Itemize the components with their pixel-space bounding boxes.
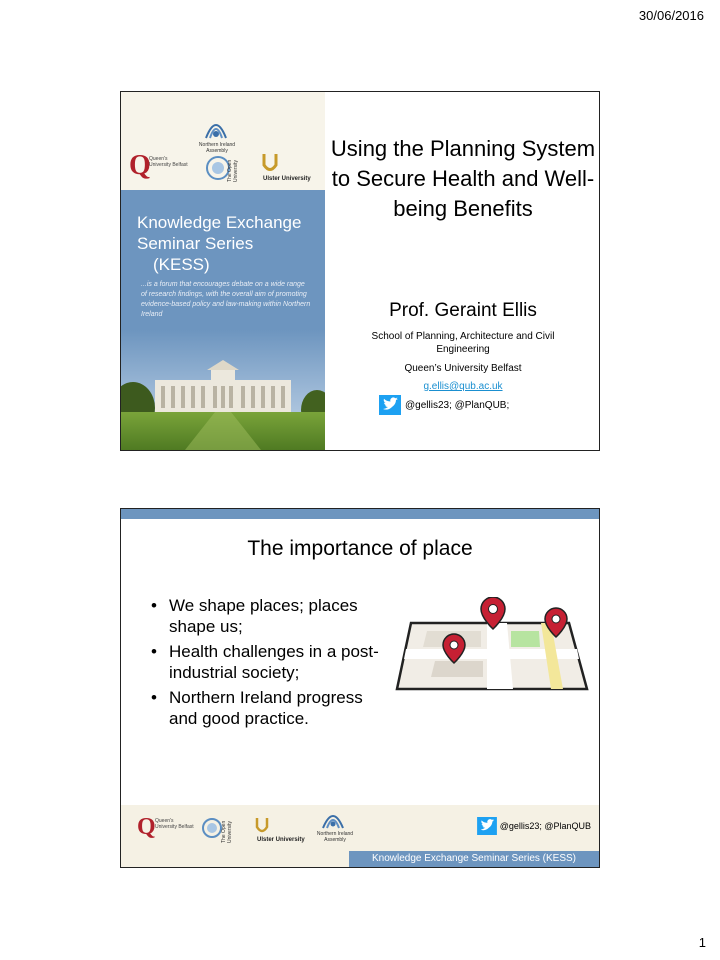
ni-assembly-label: Northern Ireland Assembly bbox=[316, 831, 354, 843]
department: School of Planning, Architecture and Civil Engineering bbox=[371, 331, 555, 355]
slide-title-text: The importance of place bbox=[247, 537, 473, 560]
qub-label: Queen's University Belfast bbox=[155, 818, 194, 830]
email-link[interactable]: g.ellis@qub.ac.uk bbox=[423, 381, 503, 392]
kess-abbr: (KESS) bbox=[153, 255, 210, 274]
ulster-label: Ulster University bbox=[263, 176, 311, 182]
kess-line1: Knowledge Exchange bbox=[137, 213, 302, 232]
bullet-item: • Health challenges in a post-industrial society; bbox=[143, 641, 393, 683]
open-university-logo-icon bbox=[201, 817, 223, 839]
header-date: 30/06/2016 bbox=[638, 8, 704, 23]
ulster-logo-icon bbox=[255, 817, 269, 835]
bullet-item: • We shape places; places shape us; bbox=[143, 595, 393, 637]
page-number: 1 bbox=[698, 935, 706, 950]
twitter-bird-icon bbox=[477, 817, 497, 835]
twitter-handles bbox=[379, 395, 509, 415]
kess-series-title bbox=[137, 212, 317, 275]
open-university-label: The Open University bbox=[227, 159, 239, 182]
qub-logo: Q bbox=[129, 150, 151, 181]
author-name: Prof. Geraint Ellis bbox=[389, 300, 537, 321]
open-university-label: The Open University bbox=[221, 820, 233, 843]
kess-footer-band: Knowledge Exchange Seminar Series (KESS) bbox=[349, 851, 599, 867]
bullet-item: • Northern Ireland progress and good practice. bbox=[143, 687, 393, 729]
ni-assembly-label: Northern Ireland Assembly bbox=[198, 142, 236, 154]
kess-description: ...is a forum that encourages debate on a wide range of research findings, with the overall aim of promoting evidence-based policy and law-making within Northern Ireland bbox=[141, 281, 311, 318]
slide-title bbox=[120, 91, 600, 451]
kess-line2: Seminar Series bbox=[137, 234, 254, 253]
ni-assembly-crest-icon bbox=[203, 118, 229, 140]
ulster-logo-icon bbox=[261, 152, 279, 174]
bullet-list bbox=[143, 595, 393, 733]
qub-logo: Q bbox=[137, 814, 156, 840]
footer-twitter-text: @gellis23; @PlanQUB bbox=[499, 821, 591, 831]
university: Queen’s University Belfast bbox=[404, 363, 522, 374]
twitter-handle-text: @gellis23; @PlanQUB; bbox=[405, 399, 510, 411]
map-with-pins-icon bbox=[391, 597, 591, 707]
qub-label: Queen's University Belfast bbox=[149, 156, 188, 168]
title-block bbox=[327, 92, 599, 450]
kess-panel bbox=[121, 92, 325, 450]
ni-assembly-crest-icon bbox=[321, 809, 345, 829]
slide-top-bar bbox=[121, 509, 599, 519]
slide-importance-of-place bbox=[120, 508, 600, 868]
slide-footer bbox=[121, 805, 599, 867]
partner-logos bbox=[121, 92, 325, 190]
presentation-title: Using the Planning System to Secure Health and Well-being Benefits bbox=[330, 136, 596, 221]
footer-twitter-handles bbox=[477, 817, 591, 835]
ulster-label: Ulster University bbox=[257, 837, 305, 843]
twitter-bird-icon bbox=[379, 395, 401, 415]
stormont-photo bbox=[121, 330, 325, 450]
